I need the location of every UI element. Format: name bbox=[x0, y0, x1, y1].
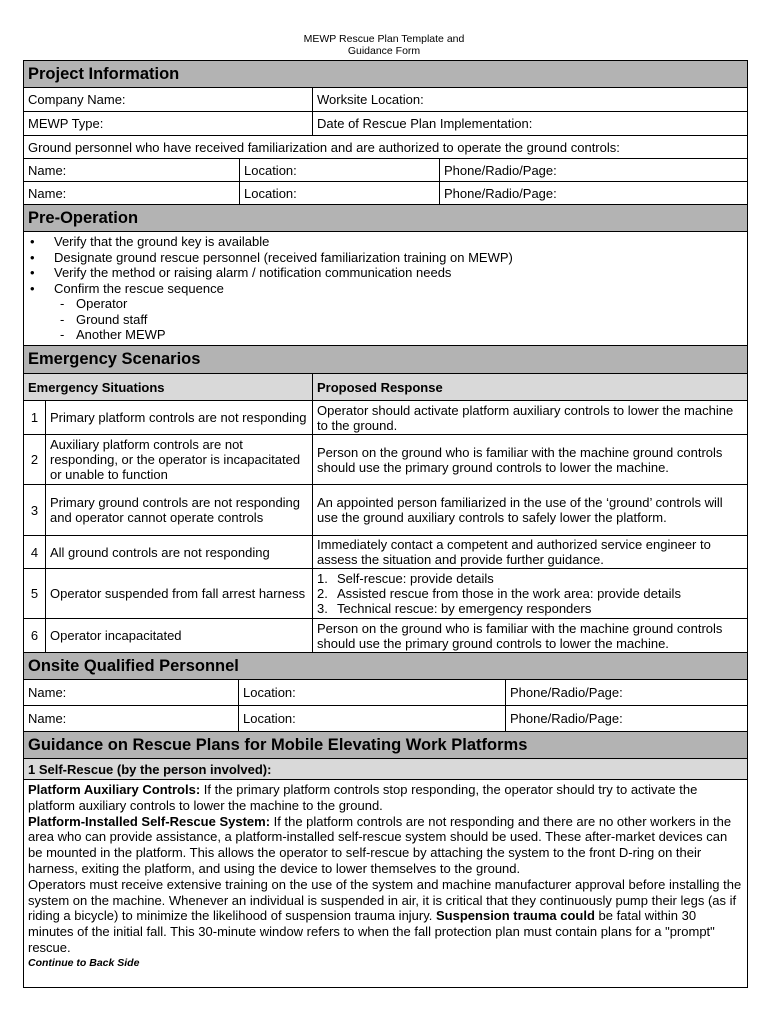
response-list-item bbox=[317, 586, 743, 601]
self-rescue-subheading: 1 Self-Rescue (by the person involved): bbox=[24, 759, 748, 780]
form-title-line1: MEWP Rescue Plan Template and bbox=[303, 33, 465, 45]
onsite-heading: Onsite Qualified Personnel bbox=[24, 653, 748, 680]
guidance-paragraph bbox=[28, 814, 743, 877]
company-name-field[interactable]: Company Name: bbox=[24, 88, 313, 112]
onsite-location-field[interactable]: Location: bbox=[239, 680, 506, 706]
ground-phone-field[interactable]: Phone/Radio/Page: bbox=[440, 159, 748, 182]
scenario-situation: All ground controls are not responding bbox=[46, 536, 313, 569]
scenario-situation: Primary platform controls are not responding bbox=[46, 401, 313, 435]
ground-location-field[interactable]: Location: bbox=[240, 182, 440, 206]
scenario-response: Operator should activate platform auxiliary controls to lower the machine to the ground. bbox=[313, 401, 748, 435]
guidance-paragraph bbox=[28, 782, 743, 814]
implementation-date-field[interactable]: Date of Rescue Plan Implementation: bbox=[313, 112, 748, 136]
emergency-heading: Emergency Scenarios bbox=[24, 346, 748, 374]
paragraph-label: Platform-Installed Self-Rescue System: bbox=[28, 813, 271, 829]
scenario-number: 5 bbox=[24, 569, 46, 619]
ground-name-field[interactable]: Name: bbox=[24, 159, 240, 182]
scenario-response bbox=[313, 569, 748, 619]
scenario-situation: Auxiliary platform controls are not responding, or the operator is incapacitated or unable to function bbox=[46, 435, 313, 485]
list-item: • Confirm the rescue sequence bbox=[28, 281, 743, 297]
onsite-location-field[interactable]: Location: bbox=[239, 706, 506, 732]
form-title-line2: Guidance Form bbox=[347, 45, 421, 57]
list-number: 2. bbox=[317, 586, 328, 601]
ground-location-field[interactable]: Location: bbox=[240, 159, 440, 182]
scenario-number: 6 bbox=[24, 619, 46, 653]
onsite-personnel-table bbox=[23, 652, 748, 732]
scenario-number: 3 bbox=[24, 485, 46, 536]
list-item: • Verify that the ground key is available bbox=[28, 234, 743, 250]
list-item: • Verify the method or raising alarm / notification communication needs bbox=[28, 265, 743, 281]
guidance-paragraph bbox=[28, 877, 743, 956]
scenario-response: An appointed person familiarized in the use of the ‘ground’ controls will use the ground auxiliary controls to safely lower the platform. bbox=[313, 485, 748, 536]
sequence-item: - Operator bbox=[28, 296, 743, 312]
scenario-situation: Operator suspended from fall arrest harness bbox=[46, 569, 313, 619]
scenario-response: Person on the ground who is familiar with the machine ground controls should use the primary ground controls to lower the machine. bbox=[313, 435, 748, 485]
emergency-table bbox=[23, 345, 748, 653]
list-text: Technical rescue: by emergency responders bbox=[337, 601, 592, 616]
ground-personnel-table bbox=[23, 158, 748, 206]
paragraph-emphasis: Suspension trauma could bbox=[436, 908, 595, 924]
scenario-situation: Operator incapacitated bbox=[46, 619, 313, 653]
sequence-item: - Ground staff bbox=[28, 312, 743, 328]
sequence-item: - Another MEWP bbox=[28, 327, 743, 343]
paragraph-label: Platform Auxiliary Controls: bbox=[28, 782, 201, 797]
form-title bbox=[0, 33, 768, 57]
worksite-location-field[interactable]: Worksite Location: bbox=[313, 88, 748, 112]
ground-personnel-text: Ground personnel who have received familiarization and are authorized to operate the ground controls: bbox=[24, 136, 748, 159]
paragraph-text: Operators must receive extensive training on the use of the system and machine manufacturer approval before installing the system on the machine. Whenever an individual is suspended in air, it is critical that they continuously pump their legs (as if riding a bicycle) to minimize the likelihood of suspension trauma injury. bbox=[28, 876, 742, 924]
response-list-item bbox=[317, 601, 743, 616]
mewp-type-field[interactable]: MEWP Type: bbox=[24, 112, 313, 136]
response-list-item bbox=[317, 571, 743, 586]
scenario-situation: Primary ground controls are not responding and operator cannot operate controls bbox=[46, 485, 313, 536]
list-text: Self-rescue: provide details bbox=[337, 571, 494, 586]
onsite-name-field[interactable]: Name: bbox=[24, 680, 239, 706]
scenario-response: Immediately contact a competent and authorized service engineer to assess the situation and provide further guidance. bbox=[313, 536, 748, 569]
list-number: 3. bbox=[317, 601, 328, 616]
onsite-phone-field[interactable]: Phone/Radio/Page: bbox=[506, 706, 748, 732]
project-info-heading: Project Information bbox=[24, 61, 748, 88]
response-column-header: Proposed Response bbox=[313, 374, 748, 401]
scenario-number: 1 bbox=[24, 401, 46, 435]
list-number: 1. bbox=[317, 571, 328, 586]
pre-operation-heading: Pre-Operation bbox=[24, 205, 748, 232]
scenario-number: 4 bbox=[24, 536, 46, 569]
onsite-name-field[interactable]: Name: bbox=[24, 706, 239, 732]
pre-operation-table bbox=[23, 204, 748, 346]
list-item: • Designate ground rescue personnel (received familiarization training on MEWP) bbox=[28, 250, 743, 266]
paragraph-text: If the primary platform controls stop responding, the operator should try to activate the platform auxiliary controls to lower the machine to the ground. bbox=[28, 782, 698, 813]
pre-operation-list bbox=[24, 232, 748, 346]
scenario-number: 2 bbox=[24, 435, 46, 485]
guidance-heading: Guidance on Rescue Plans for Mobile Elevating Work Platforms bbox=[24, 732, 748, 759]
continue-note: Continue to Back Side bbox=[28, 956, 140, 969]
onsite-phone-field[interactable]: Phone/Radio/Page: bbox=[506, 680, 748, 706]
list-text: Assisted rescue from those in the work area: provide details bbox=[337, 586, 681, 601]
scenario-response: Person on the ground who is familiar with the machine ground controls should use the primary ground controls to lower the machine. bbox=[313, 619, 748, 653]
ground-phone-field[interactable]: Phone/Radio/Page: bbox=[440, 182, 748, 206]
paragraph-text: be fatal within 30 minutes of the initial fall. This 30-minute window refers to when the fall protection plan must contain plans for a "prompt" rescue. bbox=[28, 908, 715, 955]
guidance-body bbox=[24, 780, 748, 988]
ground-name-field[interactable]: Name: bbox=[24, 182, 240, 206]
project-info-table bbox=[23, 60, 748, 159]
guidance-table bbox=[23, 731, 748, 988]
paragraph-text: If the platform controls are not responding and there are no other workers in the area who can provide assistance, a platform-installed self-rescue system should be used. These after-market devices can be mounted in the platform. This allows the operator to self-rescue by attaching the system to the front D-ring on their harness, exiting the platform, and using the device to lower themselves to the ground. bbox=[28, 813, 732, 876]
situations-column-header: Emergency Situations bbox=[24, 374, 313, 401]
